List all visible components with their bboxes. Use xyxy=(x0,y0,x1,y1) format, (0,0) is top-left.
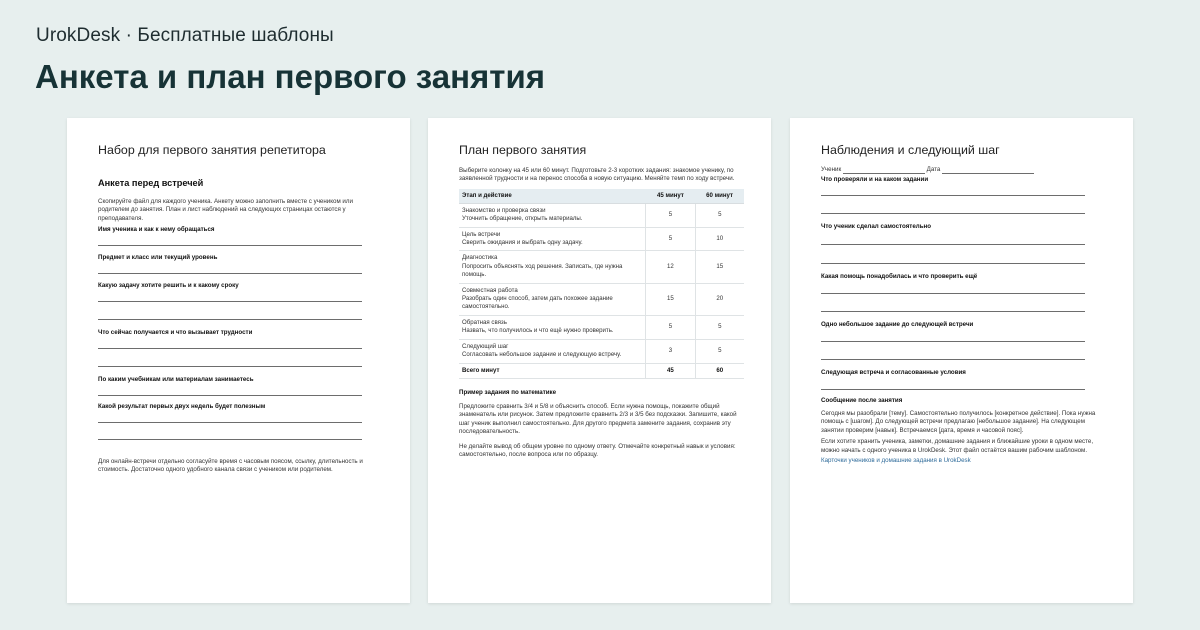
stage-action: Разобрать один способ, затем дать похожее задание самостоятельно. xyxy=(462,295,613,311)
table-row xyxy=(459,227,744,251)
page-headline: Анкета и план первого занятия xyxy=(35,58,545,95)
fill-line xyxy=(821,311,1085,312)
column-header: 45 минут xyxy=(646,189,695,204)
minutes-45: 5 xyxy=(646,315,695,339)
fill-line xyxy=(821,263,1085,264)
stage-name: Знакомство и проверка связи xyxy=(462,206,546,214)
urokdesk-link[interactable]: Карточки учеников и домашние задания в UrokDesk xyxy=(821,457,971,465)
sheet-questionnaire xyxy=(67,118,410,603)
minutes-60: 5 xyxy=(695,339,744,363)
minutes-45: 12 xyxy=(646,251,695,283)
date-fill-line xyxy=(942,166,1034,174)
field-label: Предмет и класс или текущий уровень xyxy=(98,254,218,262)
sheet-title: Наблюдения и следующий шаг xyxy=(821,143,1000,157)
column-header: 60 минут xyxy=(695,189,744,204)
table-header-row xyxy=(459,189,744,204)
stage-action: Сверить ожидания и выбрать одну задачу. xyxy=(462,239,583,247)
minutes-60: 5 xyxy=(695,203,744,227)
student-fill-line xyxy=(843,166,925,174)
student-date-row xyxy=(821,166,1101,174)
sheet-observations xyxy=(790,118,1133,603)
fill-line xyxy=(98,319,362,320)
minutes-60: 20 xyxy=(695,283,744,315)
sheet-intro: Выберите колонку на 45 или 60 минут. Подготовьте 2-3 коротких задания: знакомое ученику, по заявленной трудности и на перенос способа в новую ситуацию. Меняйте темп по ходу встречи. xyxy=(459,167,735,183)
total-label: Всего минут xyxy=(459,363,646,378)
minutes-60: 10 xyxy=(695,227,744,251)
stage-name: Диагностика xyxy=(462,254,498,262)
example-text: Предложите сравнить 3/4 и 5/8 и объяснить способ. Если нужна помощь, покажите общий знаменатель или рисунок. Затем предложите сравнить 2/3 и 3/5 без подсказки. Запишите, какой шаг ученик выполнил самостоятельно. Для другого предмета замените задания, сохранив эту последовательность. xyxy=(459,402,737,436)
section-label: Что ученик сделал самостоятельно xyxy=(821,223,932,230)
total-60: 60 xyxy=(695,363,744,378)
sheet-subtitle: Анкета перед встречей xyxy=(98,178,204,188)
table-row xyxy=(459,203,744,227)
stage-action: Назвать, что получилось и что ещё нужно проверить. xyxy=(462,327,614,335)
fill-line xyxy=(98,439,362,440)
fill-line xyxy=(821,195,1085,196)
section-label: Какая помощь понадобилась и что проверить ещё xyxy=(821,273,978,280)
sheet-title: План первого занятия xyxy=(459,143,587,157)
field-label: По каким учебникам или материалам занимаетесь xyxy=(98,376,254,384)
fill-line xyxy=(98,348,362,349)
message-title: Сообщение после занятия xyxy=(821,397,903,404)
message-text: Сегодня мы разобрали [тему]. Самостоятельно получилось [конкретное действие]. Пока нужна помощь с [шагом]. До следующей встречи предлагаю [небольшое задание]. На следующем занятии проверим [навык]. Встречаемся [дата, время и часовой пояс]. xyxy=(821,410,1096,434)
table-row xyxy=(459,251,744,283)
fill-line xyxy=(821,389,1085,390)
fill-line xyxy=(98,366,362,367)
field-label: Какой результат первых двух недель будет полезным xyxy=(98,403,266,411)
minutes-45: 3 xyxy=(646,339,695,363)
sheet-title: Набор для первого занятия репетитора xyxy=(98,143,326,157)
minutes-45: 5 xyxy=(646,203,695,227)
example-note: Не делайте вывод об общем уровне по одному ответу. Отмечайте конкретный навык и условия: самостоятельно, после вопроса или по образцу. xyxy=(459,442,736,458)
fill-line xyxy=(98,245,362,246)
student-label: Ученик xyxy=(821,166,842,173)
fill-line xyxy=(98,301,362,302)
fill-line xyxy=(98,422,362,423)
section-label: Следующая встреча и согласованные условия xyxy=(821,369,966,376)
fill-line xyxy=(821,359,1085,360)
sheet-footer-note: Для онлайн-встречи отдельно согласуйте время с часовым поясом, ссылку, длительность и стоимость. Достаточно одного удобного канала связи с учеником или родителем. xyxy=(98,458,363,474)
minutes-45: 5 xyxy=(646,227,695,251)
date-label: Дата xyxy=(926,166,941,173)
table-total-row xyxy=(459,363,744,378)
storage-text: Если хотите хранить ученика, заметки, домашние задания и ближайшие уроки в одном месте, можно начать с одного ученика в UrokDesk. Этот файл остаётся вашим рабочим шаблоном. xyxy=(821,438,1094,454)
fill-line xyxy=(821,341,1085,342)
minutes-60: 15 xyxy=(695,251,744,283)
section-label: Одно небольшое задание до следующей встречи xyxy=(821,321,974,328)
fill-line xyxy=(821,293,1085,294)
field-label: Имя ученика и как к нему обращаться xyxy=(98,226,215,234)
table-row xyxy=(459,283,744,315)
sheet-intro: Скопируйте файл для каждого ученика. Анкету можно заполнить вместе с учеником или родителем до занятия. План и лист наблюдений на следующих страницах остаются у преподавателя. xyxy=(98,198,353,222)
fill-line xyxy=(98,395,362,396)
stage-name: Обратная связь xyxy=(462,318,507,326)
example-title: Пример задания по математике xyxy=(459,388,557,396)
table-row xyxy=(459,315,744,339)
field-label: Какую задачу хотите решить и к какому сроку xyxy=(98,282,239,290)
stage-action: Уточнить обращение, открыть материалы. xyxy=(462,215,583,223)
sheet-lesson-plan xyxy=(428,118,771,603)
stage-name: Совместная работа xyxy=(462,286,518,294)
minutes-45: 15 xyxy=(646,283,695,315)
stage-name: Цель встречи xyxy=(462,230,501,238)
fill-line xyxy=(98,273,362,274)
minutes-60: 5 xyxy=(695,315,744,339)
brand-label: UrokDesk · Бесплатные шаблоны xyxy=(36,25,334,46)
table-row xyxy=(459,339,744,363)
total-45: 45 xyxy=(646,363,695,378)
fill-line xyxy=(821,213,1085,214)
field-label: Что сейчас получается и что вызывает трудности xyxy=(98,329,253,337)
column-header: Этап и действие xyxy=(459,189,646,204)
stage-action: Попросить объяснять ход решения. Записать, где нужна помощь. xyxy=(462,262,623,279)
section-label: Что проверяли и на каком задании xyxy=(821,176,929,183)
stage-action: Согласовать небольшое задание и следующую встречу. xyxy=(462,351,622,359)
plan-table xyxy=(459,189,744,379)
stage-name: Следующий шаг xyxy=(462,342,509,350)
fill-line xyxy=(821,244,1085,245)
